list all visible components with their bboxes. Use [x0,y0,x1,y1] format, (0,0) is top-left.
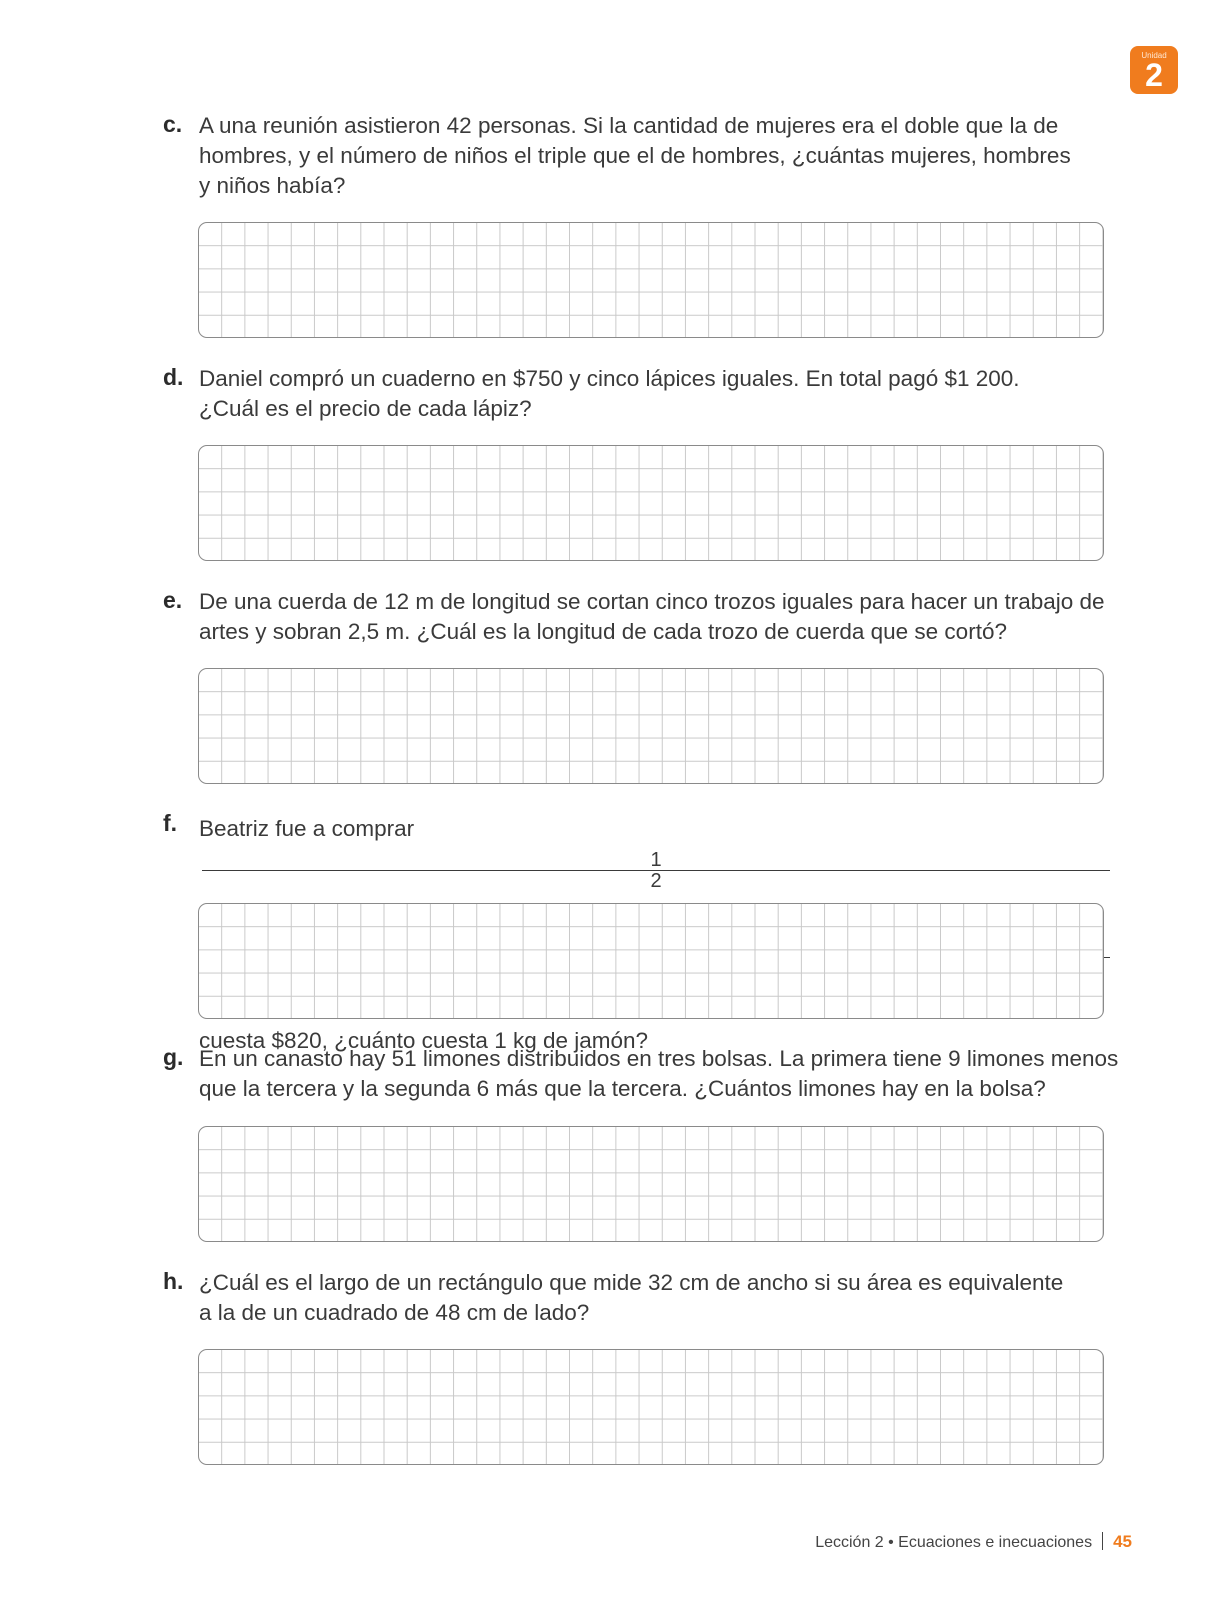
unit-label: Unidad [1141,51,1167,60]
problem-letter: e. [163,587,183,613]
problem-line: Daniel compró un cuaderno en $750 y cinco lápices iguales. En total pagó $1 200. [199,366,1020,391]
problem-line: ¿Cuál es el precio de cada lápiz? [199,396,532,421]
problem-line: cuesta $820, ¿cuánto cuesta 1 kg de jamón? [199,1028,649,1053]
problem-line: artes y sobran 2,5 m. ¿Cuál es la longitud de cada trozo de cuerda que se cortó? [199,619,1007,644]
problem-line: hombres, y el número de niños el triple que el de hombres, ¿cuántas mujeres, hombres [199,143,1071,168]
problem-line: y niños había? [199,173,346,198]
problem-letter: g. [163,1044,184,1070]
problem-c [163,111,1113,201]
answer-grid-c[interactable] [198,222,1104,338]
problem-text [199,1044,1119,1104]
answer-grid-d[interactable] [198,445,1104,561]
lesson-title: Lección 2 • Ecuaciones e inecuaciones [815,1534,1093,1551]
problem-text [199,111,1113,201]
fraction-denominator: 2 [650,870,662,892]
problem-line: que la tercera y la segunda 6 más que la tercera. ¿Cuántos limones hay en la bolsa? [199,1076,1046,1101]
answer-grid-e[interactable] [198,668,1104,784]
problem-line: a la de un cuadrado de 48 cm de lado? [199,1300,590,1325]
unit-badge [1130,46,1178,94]
problem-text-part: Beatriz fue a comprar [199,816,415,841]
fraction-half [202,850,1110,891]
problem-d [163,364,1113,424]
problem-letter: c. [163,111,183,137]
page-footer [760,1532,1132,1552]
answer-grid-h[interactable] [198,1349,1104,1465]
problem-letter: f. [163,810,178,836]
problem-line: A una reunión asistieron 42 personas. Si la cantidad de mujeres era el doble que la de [199,113,1059,138]
problem-text [199,587,1113,647]
problem-letter: h. [163,1268,184,1294]
fraction-numerator: 1 [202,850,1110,871]
problem-g [163,1044,1119,1104]
unit-number: 2 [1145,57,1163,93]
problem-h [163,1268,1113,1328]
problem-e [163,587,1113,647]
answer-grid-g[interactable] [198,1126,1104,1242]
page-number: 45 [1113,1532,1132,1551]
problem-line: De una cuerda de 12 m de longitud se cortan cinco trozos iguales para hacer un trabajo de [199,589,1105,614]
problem-line: ¿Cuál es el largo de un rectángulo que mide 32 cm de ancho si su área es equivalente [199,1270,1064,1295]
problem-line: En un canasto hay 51 limones distribuidos en tres bolsas. La primera tiene 9 limones menos [199,1046,1119,1071]
problem-text [199,1268,1113,1328]
footer-divider [1102,1532,1103,1550]
problem-text [199,364,1113,424]
problem-letter: d. [163,364,184,390]
answer-grid-f[interactable] [198,903,1104,1019]
